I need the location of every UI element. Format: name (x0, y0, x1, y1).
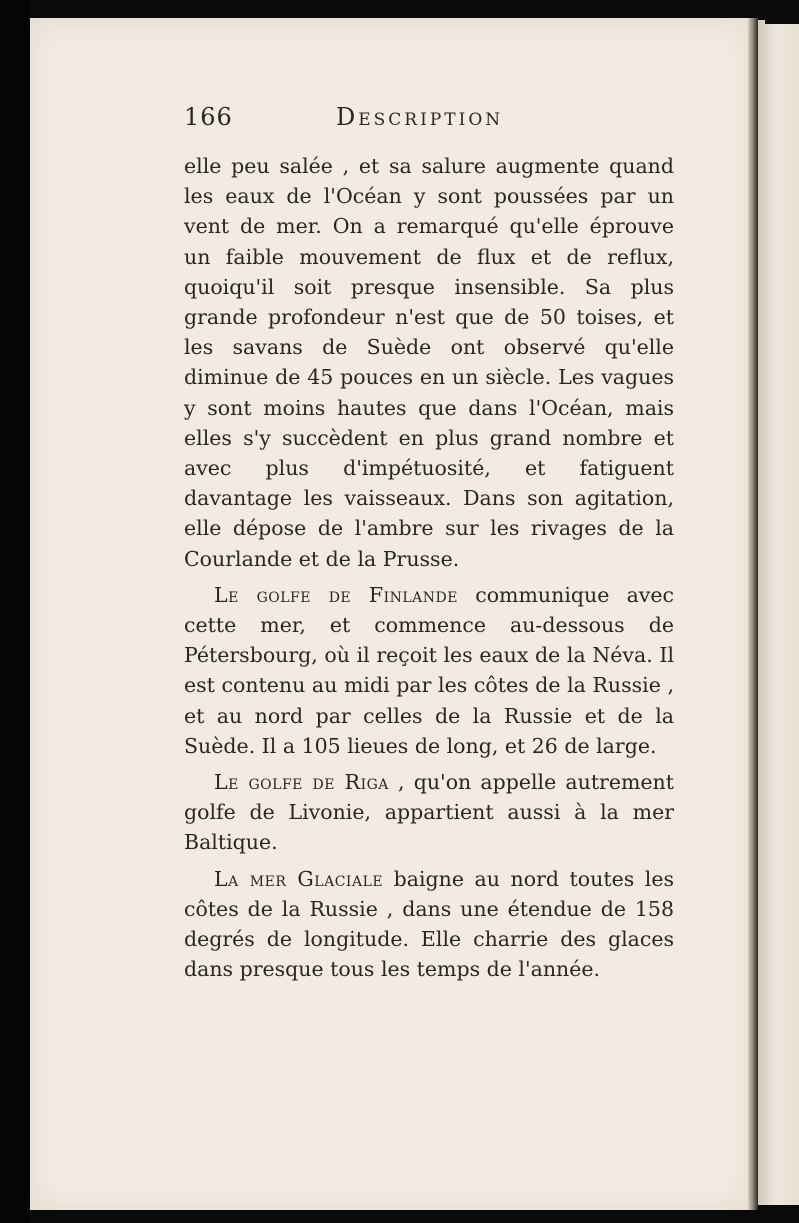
next-page-edge (758, 20, 799, 1205)
page-gutter (748, 18, 758, 1210)
lead-golfe-riga: Le golfe de Riga (214, 770, 389, 795)
paragraph-finlande (184, 580, 674, 761)
page-header (184, 103, 674, 151)
paragraph-finlande-text: communique avec cette mer, et commence au-dessous de Pétersbourg, où il reçoit les eaux de la Néva. Il est contenu au midi par les côtes de la Russie , et au nord par celles de la Russie et de la Suède. Il a 105 lieues de long, et 26 de large. (184, 582, 674, 758)
running-title: Description (336, 103, 504, 131)
lead-mer-glaciale: La mer Glaciale (214, 866, 384, 891)
page-content (184, 103, 674, 990)
paragraph-riga (184, 767, 674, 858)
scan-left-edge (0, 0, 30, 1223)
paragraph-riga-text: , qu'on appelle autrement golfe de Livonie, appartient aussi à la mer Baltique. (184, 770, 674, 855)
paragraph-glaciale-text: baigne au nord toutes les côtes de la Russie , dans une étendue de 158 degrés de longitude. Elle charrie des glaces dans presque tous les temps de l'année. (184, 866, 674, 982)
page-number: 166 (184, 103, 233, 131)
paragraph-baltic: elle peu salée , et sa salure augmente quand les eaux de l'Océan y sont poussées par un vent de mer. On a remarqué qu'elle éprouve un faible mouvement de flux et de reflux, quoiqu'il soit presque insensible. Sa plus grande profondeur n'est que de 50 toises, et les savans de Suède ont observé qu'elle diminue de 45 pouces en un siècle. Les vagues y sont moins hautes que dans l'Océan, mais elles s'y succèdent en plus grand nombre et avec plus d'impétuosité, et fatiguent davantage les vaisseaux. Dans son agitation, elle dépose de l'ambre sur les rivages de la Courlande et de la Prusse. (184, 154, 674, 571)
lead-golfe-finlande: Le golfe de Finlande (214, 582, 458, 607)
paragraph-glaciale (184, 864, 674, 985)
scan-top-edge (765, 18, 799, 24)
